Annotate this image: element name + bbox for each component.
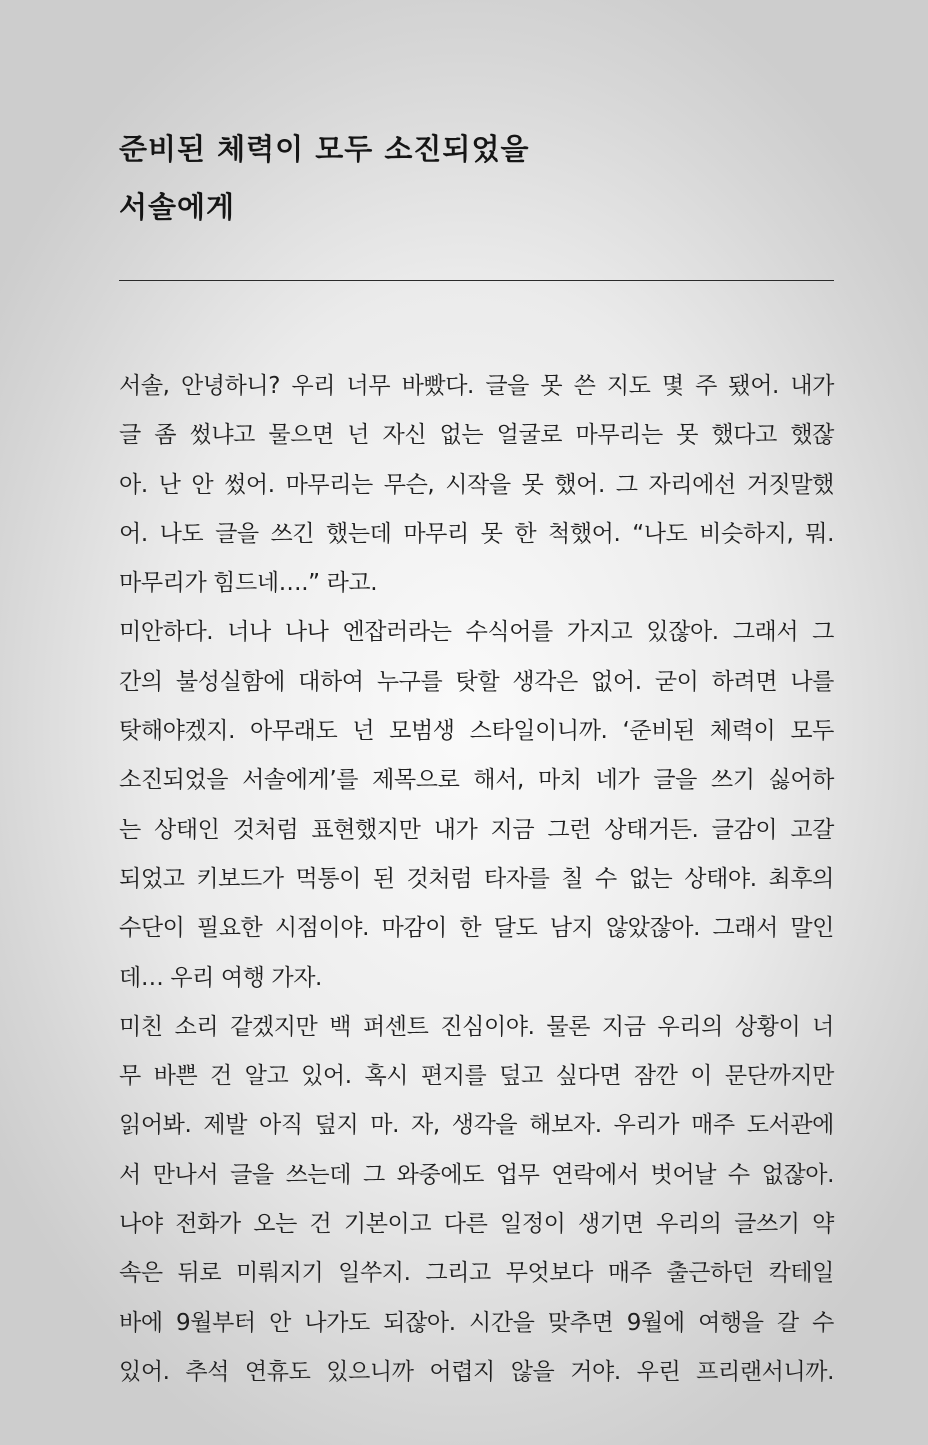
text-line: 미친 소리 같겠지만 백 퍼센트 진심이야. 물론 지금 우리의 상황이 너 (119, 1013, 834, 1040)
text-line: 읽어봐. 제발 아직 덮지 마. 자, 생각을 해보자. 우리가 매주 도서관에 (119, 1112, 834, 1139)
letter-body (119, 362, 834, 1397)
text-line: 되었고 키보드가 먹통이 된 것처럼 타자를 칠 수 없는 상태야. 최후의 (119, 865, 834, 892)
text-line: 마무리가 힘드네….” 라고. (119, 570, 378, 597)
paragraph-3 (119, 1003, 834, 1397)
title-line-2: 서솔에게 (119, 190, 236, 224)
paragraph-1 (119, 362, 834, 608)
text-line: 간의 불성실함에 대하여 누구를 탓할 생각은 없어. 굳이 하려면 나를 (119, 668, 834, 695)
text-line: 수단이 필요한 시점이야. 마감이 한 달도 남지 않았잖아. 그래서 말인 (119, 915, 834, 942)
text-line: 어. 나도 글을 쓰긴 했는데 마무리 못 한 척했어. “나도 비슷하지, 뭐. (119, 520, 834, 547)
text-line: 탓해야겠지. 아무래도 넌 모범생 스타일이니까. ‘준비된 체력이 모두 (119, 718, 834, 745)
text-line: 있어. 추석 연휴도 있으니까 어렵지 않을 거야. 우린 프리랜서니까. (119, 1358, 834, 1385)
text-line: 는 상태인 것처럼 표현했지만 내가 지금 그런 상태거든. 글감이 고갈 (119, 816, 834, 843)
title-divider (119, 280, 834, 281)
text-line: 바에 9월부터 안 나가도 되잖아. 시간을 맞추면 9월에 여행을 갈 수 (119, 1309, 834, 1336)
text-line: 속은 뒤로 미뤄지기 일쑤지. 그리고 무엇보다 매주 출근하던 칵테일 (119, 1260, 834, 1287)
text-line: 서솔, 안녕하니? 우리 너무 바빴다. 글을 못 쓴 지도 몇 주 됐어. 내가 (119, 373, 834, 399)
text-line: 서 만나서 글을 쓰는데 그 와중에도 업무 연락에서 벗어날 수 없잖아. (119, 1161, 834, 1188)
text-line: 글 좀 썼냐고 물으면 넌 자신 없는 얼굴로 마무리는 못 했다고 했잖 (119, 422, 834, 449)
text-line: 미안하다. 너나 나나 엔잡러라는 수식어를 가지고 있잖아. 그래서 그 (119, 619, 834, 646)
text-line: 소진되었을 서솔에게’를 제목으로 해서, 마치 네가 글을 쓰기 싫어하 (119, 767, 834, 794)
text-line: 무 바쁜 건 알고 있어. 혹시 편지를 덮고 싶다면 잠깐 이 문단까지만 (119, 1063, 834, 1090)
title-line-1: 준비된 체력이 모두 소진되었을 (119, 132, 530, 166)
paragraph-2 (119, 608, 834, 1002)
text-line: 나야 전화가 오는 건 기본이고 다른 일정이 생기면 우리의 글쓰기 약 (119, 1211, 834, 1238)
text-line: 데… 우리 여행 가자. (119, 964, 322, 991)
letter-title (119, 120, 834, 236)
text-line: 아. 난 안 썼어. 마무리는 무슨, 시작을 못 했어. 그 자리에선 거짓말했 (119, 471, 834, 498)
